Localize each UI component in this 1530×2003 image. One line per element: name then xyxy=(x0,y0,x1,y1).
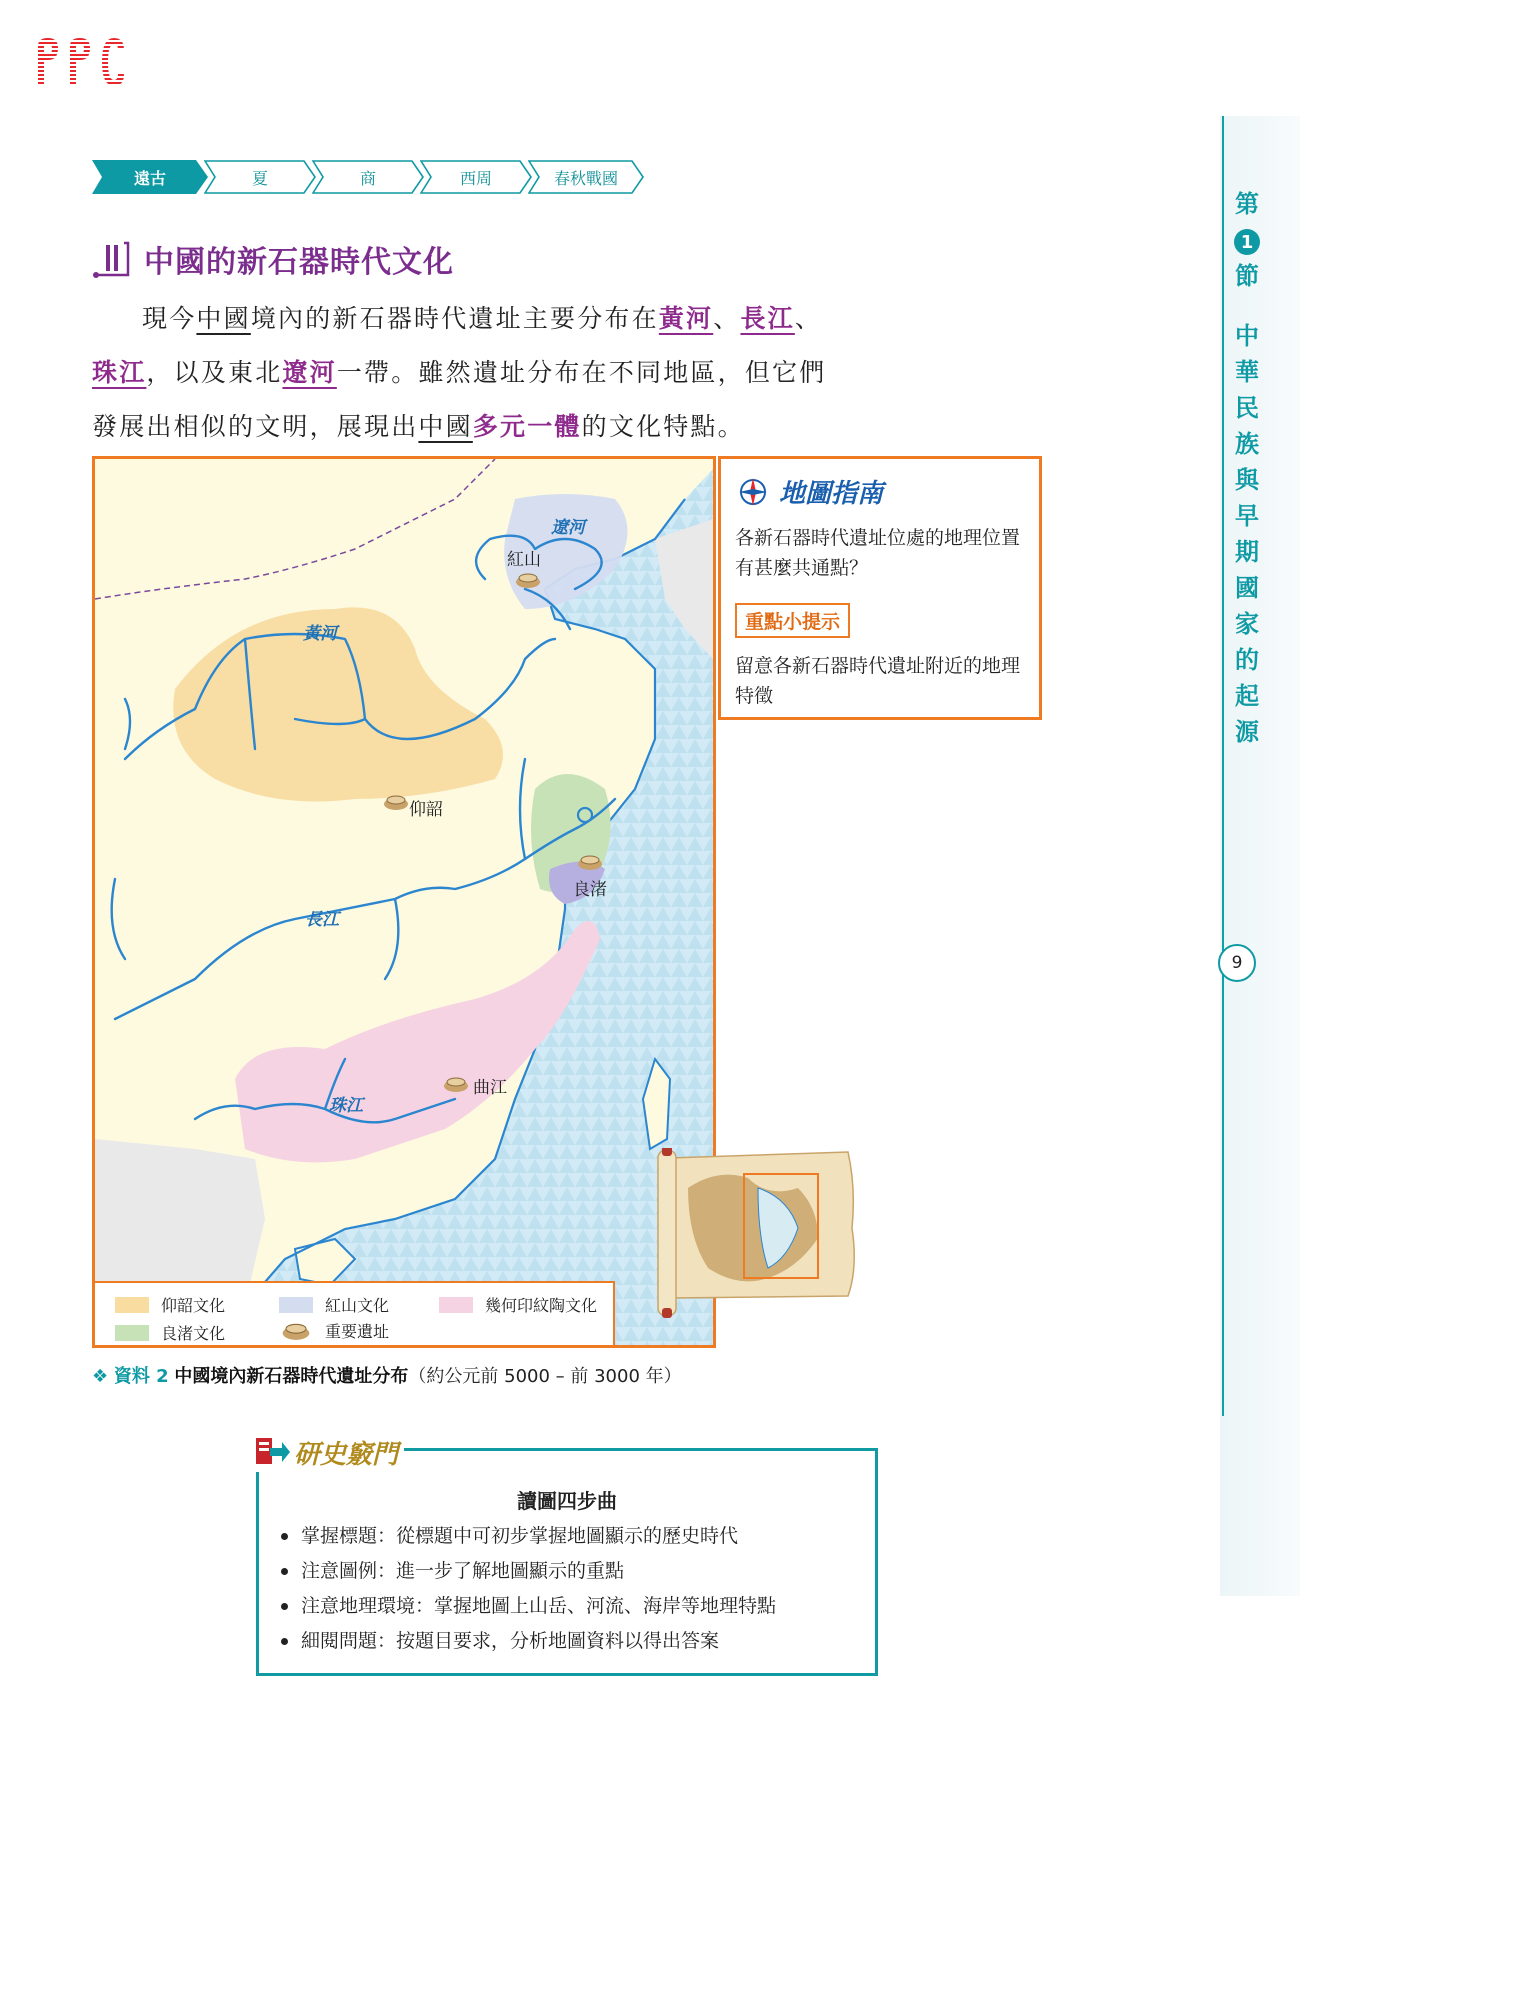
chapter-char: 與 xyxy=(1235,465,1259,494)
legend-swatch xyxy=(115,1297,149,1313)
legend-swatch xyxy=(115,1325,149,1341)
legend-swatch xyxy=(439,1297,473,1313)
page-number: 9 xyxy=(1218,944,1256,982)
legend-label: 紅山文化 xyxy=(325,1296,390,1315)
site-label-yangshao: 仰韶 xyxy=(409,800,443,820)
text-run: 、 xyxy=(713,304,741,333)
chapter-char: 家 xyxy=(1235,609,1259,638)
caption-title: 中國境內新石器時代遺址分布 xyxy=(174,1366,409,1387)
keyword-liao-river: 遼河 xyxy=(282,358,337,387)
list-item: 細閱問題：按題目要求，分析地圖資料以得出答案 xyxy=(279,1624,859,1659)
era-tab-label: 商 xyxy=(359,168,376,188)
caption-bullet: ❖ xyxy=(92,1366,109,1387)
site-label-liangzhu: 良渚 xyxy=(573,880,607,900)
era-tab-spring-autumn[interactable] xyxy=(528,160,644,194)
keyword-pearl-river: 珠江 xyxy=(92,358,147,387)
map-legend xyxy=(95,1281,615,1348)
era-tab-xia[interactable] xyxy=(204,160,316,194)
site-pottery-icon xyxy=(383,793,409,811)
legend-label: 重要遺址 xyxy=(325,1322,390,1341)
chapter-char: 早 xyxy=(1235,501,1259,530)
legend-item-yangshao xyxy=(115,1293,225,1316)
chapter-char: 族 xyxy=(1235,429,1259,458)
list-item: 掌握標題：從標題中可初步掌握地圖顯示的歷史時代 xyxy=(279,1519,859,1554)
publisher-logo xyxy=(34,34,134,94)
section-heading xyxy=(92,234,454,284)
study-tips-heading: 研史竅門 xyxy=(294,1439,399,1470)
compass-icon xyxy=(733,474,773,510)
site-pottery-icon xyxy=(515,571,541,589)
era-tab-label: 夏 xyxy=(251,168,268,188)
key-tip-label: 重點小提示 xyxy=(735,603,850,638)
river-label-yellow: 黃河 xyxy=(303,624,337,644)
caption-label: 資料 2 xyxy=(113,1366,169,1387)
map-guide-question: 各新石器時代遺址位處的地理位置有甚麼共通點？ xyxy=(735,527,1021,579)
text-run: 現今 xyxy=(142,304,197,333)
chapter-char: 中 xyxy=(1235,321,1259,350)
figure-caption xyxy=(92,1362,682,1388)
legend-label: 仰韶文化 xyxy=(161,1296,226,1315)
chapter-char: 華 xyxy=(1235,357,1259,386)
map-graphic xyxy=(95,459,713,1345)
term-china: 中國 xyxy=(196,304,251,333)
text-run: 的文化特點。 xyxy=(581,412,745,441)
list-item: 注意地理環境：掌握地圖上山岳、河流、海岸等地理特點 xyxy=(279,1589,859,1624)
legend-item-hongshan xyxy=(279,1293,389,1316)
era-tab-shang[interactable] xyxy=(312,160,424,194)
study-tips-title: 讀圖四步曲 xyxy=(517,1489,617,1513)
section-title: 中國的新石器時代文化 xyxy=(144,245,454,280)
section-post-char: 節 xyxy=(1235,261,1259,290)
section-bars-icon xyxy=(92,237,136,281)
section-number: 1 xyxy=(1240,231,1254,253)
chapter-char: 民 xyxy=(1235,393,1259,422)
body-paragraph xyxy=(92,292,932,454)
era-tab-prehistoric[interactable] xyxy=(92,160,208,194)
keyword-yangtze-river: 長江 xyxy=(740,304,795,333)
river-label-pearl: 珠江 xyxy=(329,1096,363,1116)
text-run: 發展出相似的文明，展現出 xyxy=(92,412,419,441)
neolithic-sites-map xyxy=(92,456,716,1348)
chapter-vertical-title xyxy=(1226,186,1268,750)
site-pottery-icon xyxy=(443,1075,469,1093)
legend-item-geometric xyxy=(439,1293,597,1316)
era-tab-label: 遠古 xyxy=(133,168,166,188)
era-tab-label: 春秋戰國 xyxy=(553,168,618,188)
era-timeline-nav xyxy=(92,160,652,194)
chapter-char: 國 xyxy=(1235,573,1259,602)
era-tab-western-zhou[interactable] xyxy=(420,160,532,194)
text-run: 一帶。雖然遺址分布在不同地區，但它們 xyxy=(336,358,827,387)
chapter-char: 期 xyxy=(1235,537,1259,566)
text-run: 、 xyxy=(794,304,823,333)
study-tips-list xyxy=(279,1519,859,1659)
caption-date: （約公元前 5000 – 前 3000 年） xyxy=(408,1366,682,1387)
map-guide-box xyxy=(718,456,1042,720)
chapter-char: 源 xyxy=(1235,717,1259,746)
legend-label: 良渚文化 xyxy=(161,1324,226,1343)
legend-label: 幾何印紋陶文化 xyxy=(485,1296,598,1315)
river-label-yangtze: 長江 xyxy=(305,910,339,930)
inset-map-scroll xyxy=(648,1148,860,1320)
map-guide-header xyxy=(733,473,883,510)
study-tips-header xyxy=(254,1432,404,1472)
legend-item-liangzhu xyxy=(115,1321,225,1344)
side-divider xyxy=(1222,116,1224,1416)
term-china: 中國 xyxy=(418,412,473,441)
text-run: 境內的新石器時代遺址主要分布在 xyxy=(250,304,659,333)
map-guide-title: 地圖指南 xyxy=(779,479,884,509)
chapter-side-column xyxy=(1212,116,1300,1596)
legend-swatch xyxy=(279,1297,313,1313)
site-pottery-icon xyxy=(279,1321,313,1341)
chapter-char: 起 xyxy=(1235,681,1259,710)
site-label-qujiang: 曲江 xyxy=(473,1078,507,1098)
keyword-unity-in-diversity: 多元一體 xyxy=(472,412,582,441)
era-tab-label: 西周 xyxy=(459,168,492,188)
map-guide-hint: 留意各新石器時代遺址附近的地理特徵 xyxy=(735,655,1021,707)
list-item: 注意圖例：進一步了解地圖顯示的重點 xyxy=(279,1554,859,1589)
section-pre-char: 第 xyxy=(1235,189,1259,218)
keyword-yellow-river: 黃河 xyxy=(658,304,714,333)
legend-item-site xyxy=(279,1319,389,1342)
book-arrow-icon xyxy=(254,1434,290,1470)
chapter-char: 的 xyxy=(1235,645,1259,674)
section-number-badge xyxy=(1226,222,1268,258)
text-run: ，以及東北 xyxy=(146,358,283,387)
river-label-liao: 遼河 xyxy=(551,518,585,538)
study-tips-box xyxy=(256,1448,878,1676)
site-pottery-icon xyxy=(577,853,603,871)
site-label-hongshan: 紅山 xyxy=(507,550,541,570)
